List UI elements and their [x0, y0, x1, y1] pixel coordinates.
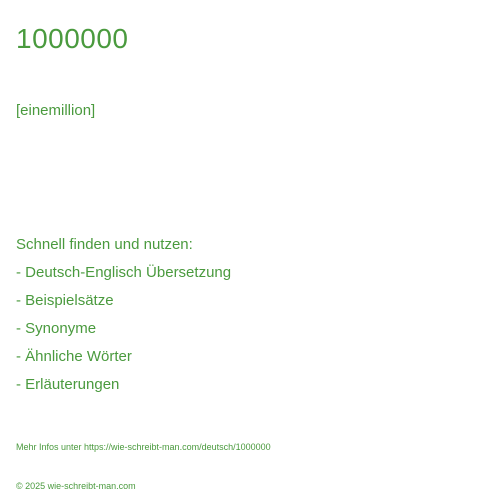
- page-title: 1000000: [16, 23, 129, 54]
- feature-item-translation[interactable]: - Deutsch-Englisch Übersetzung: [16, 264, 232, 281]
- features-intro: Schnell finden und nutzen:: [16, 236, 193, 253]
- features-section: [16, 235, 231, 403]
- feature-item-example-sentences[interactable]: - Beispielsätze: [16, 292, 114, 309]
- feature-item-similar-words[interactable]: - Ähnliche Wörter: [16, 348, 132, 365]
- spelled-out-number: [einemillion]: [16, 102, 96, 119]
- copyright-notice: © 2025 wie-schreibt-man.com: [16, 481, 136, 491]
- feature-item-synonyms[interactable]: - Synonyme: [16, 320, 97, 337]
- feature-item-explanations[interactable]: - Erläuterungen: [16, 376, 120, 393]
- more-info-link[interactable]: Mehr Infos unter https://wie-schreibt-man.com/deutsch/1000000: [16, 442, 271, 452]
- features-list: [16, 263, 231, 403]
